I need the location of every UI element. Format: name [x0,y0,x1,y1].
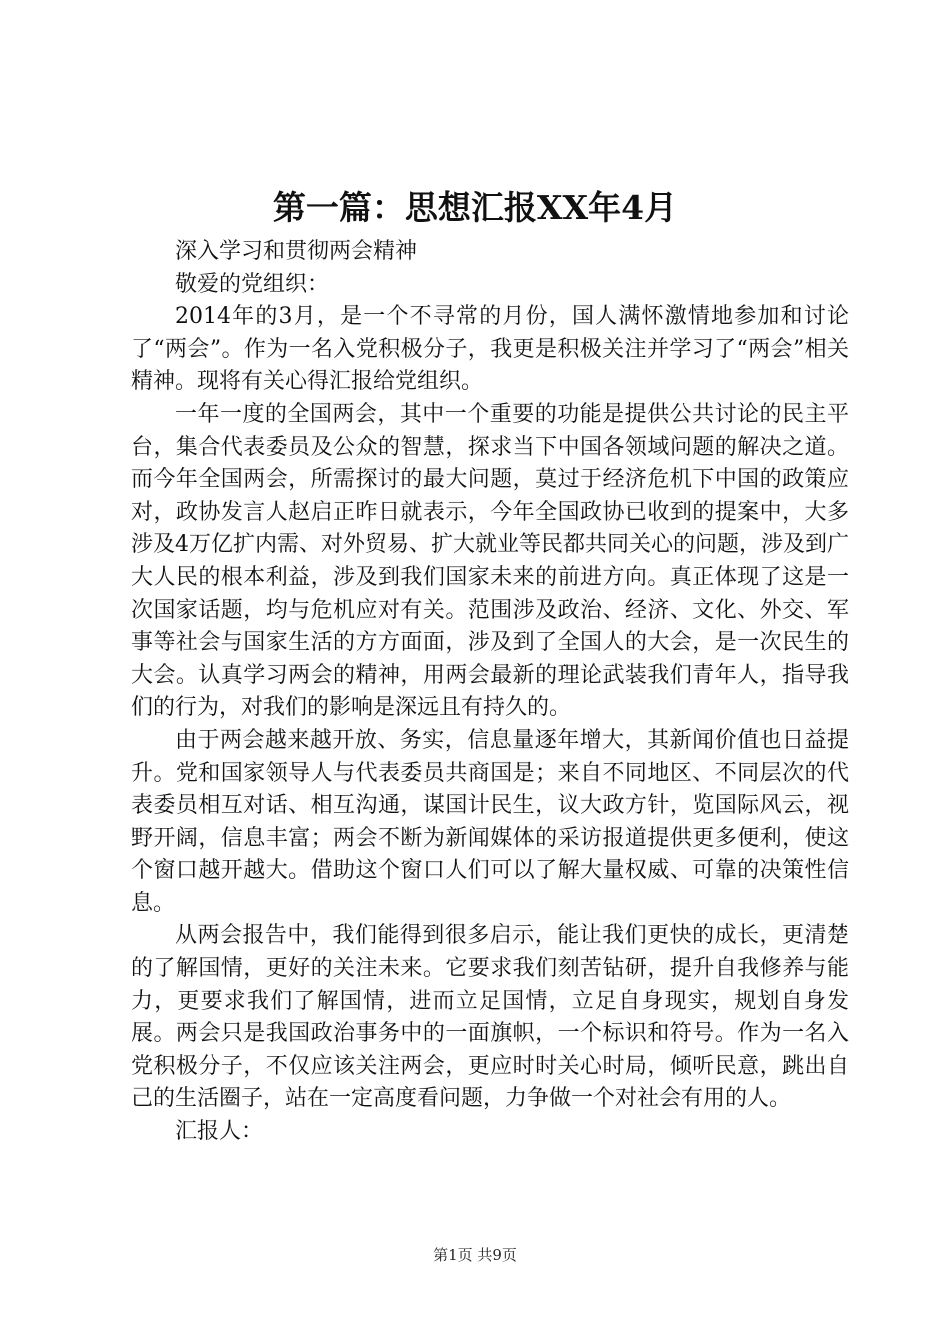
salutation-line: 敬爱的党组织： [175,271,330,297]
document-body [131,236,849,1149]
subtitle-line: 深入学习和贯彻两会精神 [175,239,418,264]
page-indicator: 第1页 共9页 [433,1246,517,1264]
signature-label: 汇报人： [175,1119,264,1145]
body-paragraph-4: 从两会报告中，我们能得到很多启示，能让我们更快的成长，更清楚的了解国情，更好的关注未来。它要求我们刻苦钻研，提升自我修养与能力，更要求我们了解国情，进而立足国情，立足自身现实，规划自身发展。两会只是我国政治事务中的一面旗帜，一个标识和符号。作为一名入党积极分子，不仅应该关注两会，更应时时关心时局，倾听民意，跳出自己的生活圈子，站在一定高度看问题，力争做一个对社会有用的人。 [131,923,849,1112]
body-paragraph-3: 由于两会越来越开放、务实，信息量逐年增大，其新闻价值也日益提升。党和国家领导人与代表委员共商国是；来自不同地区、不同层次的代表委员相互对话、相互沟通，谋国计民生，议大政方针，览国际风云，视野开阔，信息丰富；两会不断为新闻媒体的采访报道提供更多便利，使这个窗口越开越大。借助这个窗口人们可以了解大量权威、可靠的决策性信息。 [131,727,849,916]
body-paragraph-2: 一年一度的全国两会，其中一个重要的功能是提供公共讨论的民主平台，集合代表委员及公众的智慧，探求当下中国各领域问题的解决之道。而今年全国两会，所需探讨的最大问题，莫过于经济危机下中国的政策应对，政协发言人赵启正昨日就表示，今年全国政协已收到的提案中，大多涉及4万亿扩内需、对外贸易、扩大就业等民都共同关心的问题，涉及到广大人民的根本利益，涉及到我们国家未来的前进方向。真正体现了这是一次国家话题，均与危机应对有关。范围涉及政治、经济、文化、外交、军事等社会与国家生活的方方面面，涉及到了全国人的大会，是一次民生的大会。认真学习两会的精神，用两会最新的理论武装我们青年人，指导我们的行为，对我们的影响是深远且有持久的。 [131,401,849,721]
body-paragraph-1: 2014年的3月，是一个不寻常的月份，国人满怀激情地参加和讨论了“两会”。作为一名入党积极分子，我更是积极关注并学习了“两会”相关精神。现将有关心得汇报给党组织。 [131,304,849,395]
document-title: 第一篇：思想汇报XX年4月 [272,188,678,227]
